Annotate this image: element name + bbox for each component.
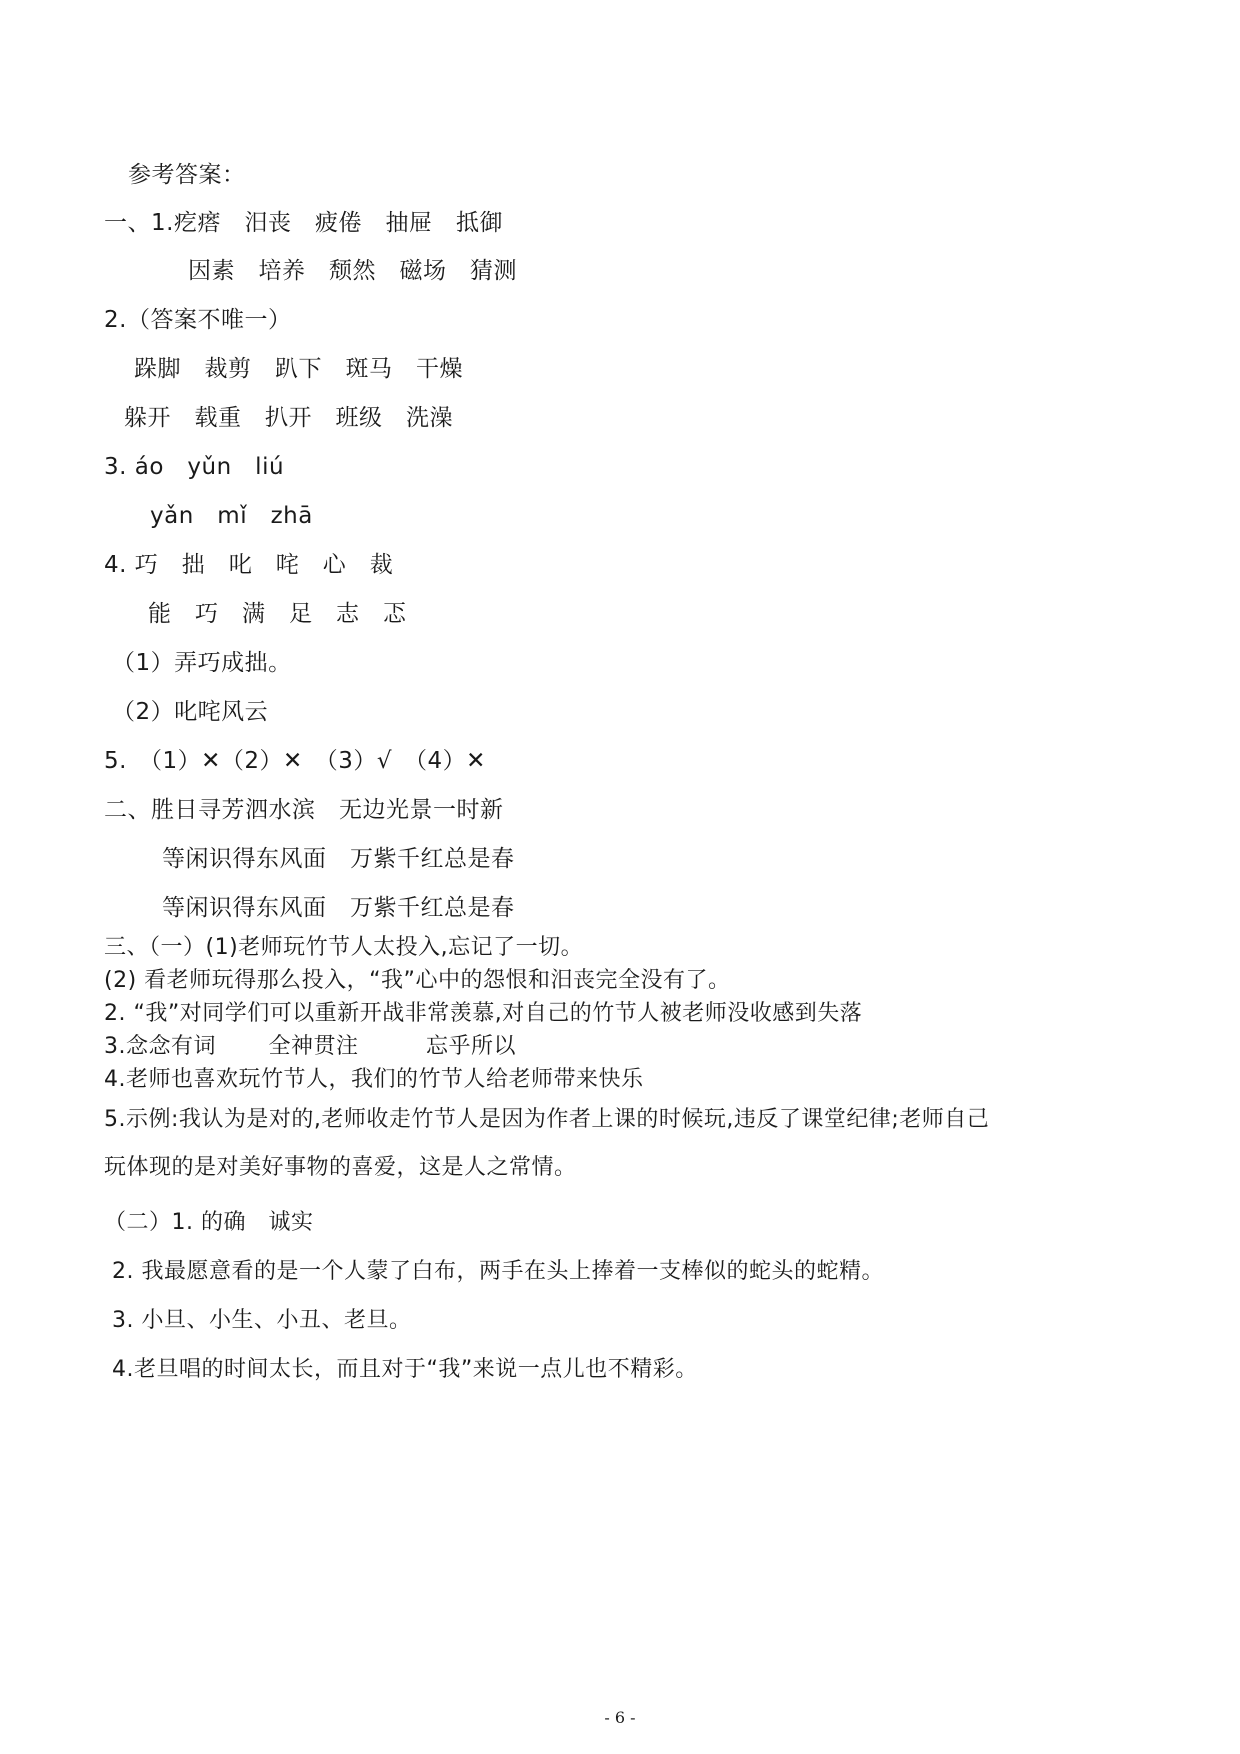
s1-q2-line1: 跺脚 裁剪 趴下 斑马 干燥 bbox=[134, 356, 463, 382]
s3-line5: 4.老师也喜欢玩竹节人，我们的竹节人给老师带来快乐 bbox=[104, 1067, 644, 1092]
s1-q1-line2: 因素 培养 颓然 磁场 猜测 bbox=[188, 258, 517, 284]
page-number: - 6 - bbox=[604, 1708, 636, 1727]
s1-q4-line1: 4. 巧 拙 叱 咤 心 裁 bbox=[104, 552, 394, 578]
s1-q2-line2: 躲开 载重 扒开 班级 洗澡 bbox=[124, 405, 453, 431]
s1-q2-head: 2.（答案不唯一） bbox=[104, 307, 292, 333]
s3-line1: 三、（一）(1)老师玩竹节人太投入,忘记了一切。 bbox=[104, 935, 584, 960]
s1-q1-line1: 一、1.疙瘩 汨丧 疲倦 抽屉 抵御 bbox=[104, 210, 503, 236]
s3-line4: 3.念念有词 全神贯注 忘乎所以 bbox=[104, 1034, 516, 1059]
s1-q4-line2: 能 巧 满 足 志 忑 bbox=[148, 601, 407, 627]
s2-line2: 等闲识得东风面 万紫千红总是春 bbox=[162, 846, 515, 872]
s1-q5: 5. （1）✕（2）✕ （3）√ （4）✕ bbox=[104, 748, 486, 774]
s2-line1: 二、胜日寻芳泗水滨 无边光景一时新 bbox=[104, 797, 504, 823]
s3-part2-line4: 4.老旦唱的时间太长，而且对于“我”来说一点儿也不精彩。 bbox=[112, 1357, 698, 1382]
s1-q4-sub1: （1）弄巧成拙。 bbox=[112, 650, 292, 676]
s3-line6: 5.示例:我认为是对的,老师收走竹节人是因为作者上课的时候玩,违反了课堂纪律;老师自己 bbox=[104, 1107, 990, 1132]
s1-q3-line2: yǎn mǐ zhā bbox=[150, 503, 313, 529]
s3-line2: (2) 看老师玩得那么投入，“我”心中的怨恨和汨丧完全没有了。 bbox=[104, 968, 731, 993]
s1-q3-line1: 3. áo yǔn liú bbox=[104, 454, 285, 480]
s3-part2-line3: 3. 小旦、小生、小丑、老旦。 bbox=[112, 1308, 412, 1333]
s3-line7: 玩体现的是对美好事物的喜爱，这是人之常情。 bbox=[104, 1155, 577, 1180]
page-title: 参考答案： bbox=[128, 162, 246, 188]
s2-line3: 等闲识得东风面 万紫千红总是春 bbox=[162, 895, 515, 921]
s3-part2-line1: （二）1. 的确 诚实 bbox=[104, 1210, 314, 1235]
s3-line3: 2. “我”对同学们可以重新开战非常羡慕,对自己的竹节人被老师没收感到失落 bbox=[104, 1001, 863, 1026]
s1-q4-sub2: （2）叱咤风云 bbox=[112, 699, 269, 725]
s3-part2-line2: 2. 我最愿意看的是一个人蒙了白布，两手在头上捧着一支棒似的蛇头的蛇精。 bbox=[112, 1259, 884, 1284]
